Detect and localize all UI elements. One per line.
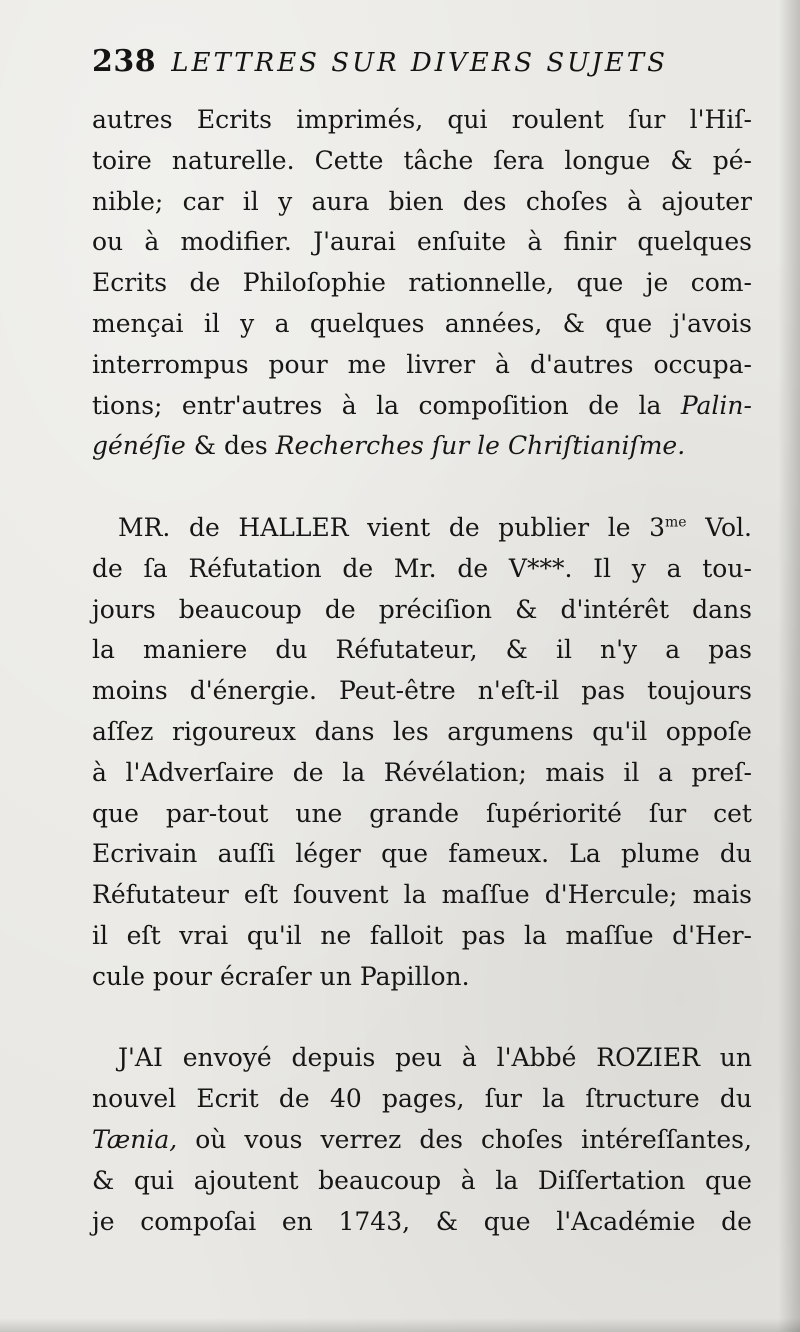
page-shadow-right xyxy=(778,0,800,1332)
word: vrai xyxy=(179,920,229,950)
text-line xyxy=(92,590,752,631)
text-line xyxy=(92,1161,752,1202)
word: beaucoup xyxy=(318,1165,442,1195)
text-line xyxy=(92,222,752,263)
word: Palin- xyxy=(680,390,752,420)
word: & xyxy=(92,1165,115,1195)
word: que xyxy=(576,268,624,298)
word: Réfutateur xyxy=(92,880,229,910)
word: Réfutation xyxy=(188,553,322,583)
text-line xyxy=(92,794,752,835)
word: généſie xyxy=(92,431,186,461)
text-line xyxy=(92,426,752,467)
word: pas xyxy=(708,635,752,665)
word: du xyxy=(719,1084,752,1114)
word: Ecrits xyxy=(196,105,272,134)
text-line xyxy=(92,753,752,794)
word: que xyxy=(92,798,139,828)
text-line xyxy=(92,182,752,223)
word: vient xyxy=(367,512,431,542)
word: mais xyxy=(692,880,752,910)
word: l'Adverſaire xyxy=(125,757,275,787)
page-header xyxy=(92,44,732,88)
text-line xyxy=(92,671,752,712)
word: n'eſt-il xyxy=(477,676,560,706)
word: à xyxy=(341,390,357,420)
word: la xyxy=(495,1165,519,1195)
word: Il xyxy=(593,553,612,583)
word: Chriſtianiſme. xyxy=(507,431,686,461)
word: ſur xyxy=(431,431,470,461)
word: du xyxy=(275,635,308,665)
word: qu'il xyxy=(592,716,648,746)
word: beaucoup xyxy=(178,594,302,624)
word: Réfutateur, xyxy=(335,635,478,665)
word: de xyxy=(448,512,480,542)
word: ajouter xyxy=(661,186,752,216)
word: bien xyxy=(388,186,444,216)
word: toire xyxy=(92,145,152,175)
word: & xyxy=(435,1206,459,1236)
word: ſupériorité xyxy=(485,798,622,828)
word: le xyxy=(607,512,631,542)
word: naturelle. xyxy=(171,145,295,175)
word: aura xyxy=(311,186,370,216)
word: a xyxy=(665,635,681,665)
word: & xyxy=(505,635,528,665)
word: ſtructure xyxy=(585,1084,700,1114)
word: de xyxy=(588,390,620,420)
text-line xyxy=(92,875,752,916)
word: a xyxy=(657,757,673,787)
text-line xyxy=(92,100,752,141)
word: eſt xyxy=(126,920,161,950)
word: Diſſertation xyxy=(537,1165,686,1195)
word: ſera xyxy=(493,145,545,175)
word: Recherches xyxy=(275,431,424,461)
word: par-tout xyxy=(165,798,269,828)
word: Philoſophie xyxy=(242,268,386,298)
word: qui xyxy=(133,1165,175,1195)
word: compoſition xyxy=(418,390,569,420)
word: & xyxy=(670,145,693,175)
word: à xyxy=(92,757,107,787)
word: & xyxy=(193,431,217,461)
word: le xyxy=(477,431,500,461)
page-number: 238 xyxy=(92,44,157,79)
running-head: LETTRES SUR DIVERS SUJETS xyxy=(171,48,668,78)
body-text xyxy=(92,100,752,1242)
word: l'Hiſ- xyxy=(689,105,752,134)
word: que xyxy=(705,1165,752,1195)
word: d'Hercule; xyxy=(544,880,678,910)
word: interrompus xyxy=(92,349,249,379)
word: Ecrivain xyxy=(92,839,198,869)
word: a xyxy=(666,553,682,583)
word: Révélation; xyxy=(383,757,527,787)
word: pas xyxy=(581,676,626,706)
text-line xyxy=(92,141,752,182)
word: auſſi xyxy=(217,839,276,869)
text-line xyxy=(92,712,752,753)
word: à xyxy=(144,227,160,257)
word: de xyxy=(92,553,123,583)
word: Ecrits xyxy=(92,268,168,298)
word: pour xyxy=(268,349,328,379)
word: argumens xyxy=(447,716,574,746)
word: a xyxy=(274,308,290,338)
word: 40 xyxy=(329,1084,362,1114)
word: il xyxy=(203,308,220,338)
word: y xyxy=(240,308,255,338)
word: quelques xyxy=(637,227,752,257)
text-line xyxy=(92,957,752,998)
word: la xyxy=(403,880,427,910)
word: que xyxy=(381,839,428,869)
word: ſouvent xyxy=(293,880,389,910)
word: à xyxy=(627,186,643,216)
word: occupa- xyxy=(653,349,752,379)
word: qu'il xyxy=(246,920,302,950)
word: il xyxy=(242,186,259,216)
word: compoſai xyxy=(140,1206,257,1236)
word: rigoureux xyxy=(171,716,297,746)
word: intéreſſantes, xyxy=(581,1124,752,1154)
word: eſt xyxy=(243,880,279,910)
word: la xyxy=(92,635,115,665)
word: de xyxy=(292,757,324,787)
word: choſes xyxy=(525,186,608,216)
text-line xyxy=(92,508,752,549)
word: ſur xyxy=(484,1084,523,1114)
word: rationnelle, xyxy=(408,268,555,298)
word: pé- xyxy=(712,145,752,175)
word: jours xyxy=(92,594,156,624)
word: les xyxy=(393,716,429,746)
word: MR. xyxy=(118,512,171,542)
text-line xyxy=(92,1079,752,1120)
paragraph-gap xyxy=(92,467,752,508)
word: depuis xyxy=(291,1043,376,1073)
word: nouvel xyxy=(92,1084,177,1114)
word: $3^{me}$ xyxy=(649,512,687,542)
word: quelques xyxy=(309,308,425,338)
word: à xyxy=(461,1043,477,1073)
word: mençai xyxy=(92,308,184,338)
word: mais xyxy=(545,757,605,787)
word: un xyxy=(319,961,352,991)
word: que xyxy=(483,1206,531,1236)
word: y xyxy=(631,553,646,583)
word: grande xyxy=(369,798,460,828)
word: entr'autres xyxy=(181,390,323,420)
word: d'autres xyxy=(529,349,634,379)
text-line xyxy=(92,345,752,386)
word: livrer xyxy=(406,349,476,379)
word: des xyxy=(224,431,268,461)
text-line xyxy=(92,1202,752,1243)
paragraph-gap xyxy=(92,998,752,1039)
word: la xyxy=(542,1084,566,1114)
word: choſes xyxy=(481,1124,564,1154)
word: Tænia, xyxy=(92,1124,178,1154)
word: d'énergie. xyxy=(189,676,317,706)
word: écraſer xyxy=(220,961,312,991)
word: dans xyxy=(692,594,752,624)
word: cule xyxy=(92,961,145,991)
word: préciſion xyxy=(378,594,492,624)
word: Mr. xyxy=(393,553,437,583)
word: il xyxy=(623,757,640,787)
word: la xyxy=(524,920,547,950)
word: années, xyxy=(444,308,543,338)
word: cet xyxy=(713,798,752,828)
text-line xyxy=(92,630,752,671)
word: une xyxy=(295,798,343,828)
word: à xyxy=(527,227,543,257)
word: Peut-être xyxy=(339,676,456,706)
text-line xyxy=(92,304,752,345)
word: ne xyxy=(320,920,352,950)
word: envoyé xyxy=(182,1043,272,1073)
word: maſſue xyxy=(441,880,530,910)
word: plume xyxy=(621,839,700,869)
word: modifier. xyxy=(180,227,292,257)
word: à xyxy=(495,349,510,379)
word: & xyxy=(515,594,538,624)
word: la xyxy=(342,757,366,787)
word: l'Abbé xyxy=(496,1043,577,1073)
word: un xyxy=(719,1043,752,1073)
word: je xyxy=(92,1206,115,1236)
word: ajoutent xyxy=(193,1165,299,1195)
word: V***. xyxy=(508,553,573,583)
word: il xyxy=(92,920,108,950)
word: je xyxy=(645,268,669,298)
text-line xyxy=(92,1120,752,1161)
word: où xyxy=(195,1124,227,1154)
word: enſuite xyxy=(417,227,507,257)
word: de xyxy=(324,594,356,624)
word: y xyxy=(278,186,293,216)
word: de xyxy=(342,553,374,583)
word: J'aurai xyxy=(313,227,396,257)
word: tâche xyxy=(403,145,474,175)
word: falloit xyxy=(369,920,444,950)
word: du xyxy=(719,839,752,869)
word: J'AI xyxy=(118,1043,163,1073)
word: La xyxy=(569,839,601,869)
text-line xyxy=(92,834,752,875)
text-line xyxy=(92,916,752,957)
word: d'Her- xyxy=(672,920,752,950)
word: ou xyxy=(92,227,124,257)
word: dans xyxy=(314,716,375,746)
word: la xyxy=(638,390,662,420)
word: longue xyxy=(564,145,651,175)
word: imprimés, xyxy=(296,105,424,134)
word: verrez xyxy=(320,1124,402,1154)
word: me xyxy=(347,349,387,379)
word: oppoſe xyxy=(665,716,752,746)
text-line xyxy=(92,386,752,427)
word: roulent xyxy=(511,105,604,134)
word: de xyxy=(189,268,221,298)
word: des xyxy=(462,186,507,216)
word: Vol. xyxy=(705,512,752,542)
word: de xyxy=(457,553,489,583)
word: n'y xyxy=(600,635,638,665)
word: ROZIER xyxy=(596,1043,700,1073)
word: tou- xyxy=(702,553,752,583)
word: preſ- xyxy=(691,757,752,787)
text-line xyxy=(92,1038,752,1079)
word: l'Académie xyxy=(556,1206,696,1236)
word: ſur xyxy=(628,105,666,134)
word: com- xyxy=(690,268,752,298)
word: autres xyxy=(92,105,173,134)
word: léger xyxy=(295,839,361,869)
word: tions; xyxy=(92,390,163,420)
word: fameux. xyxy=(448,839,550,869)
word: des xyxy=(419,1124,464,1154)
word: ſur xyxy=(648,798,687,828)
word: de xyxy=(278,1084,310,1114)
word: pas xyxy=(461,920,506,950)
word: d'intérêt xyxy=(560,594,670,624)
word: HALLER xyxy=(238,512,349,542)
word: pages, xyxy=(381,1084,465,1114)
word: en xyxy=(281,1206,313,1236)
word: à xyxy=(460,1165,476,1195)
word: toujours xyxy=(647,676,752,706)
word: pour xyxy=(152,961,213,991)
word: que xyxy=(605,308,653,338)
word: car xyxy=(182,186,224,216)
word: Cette xyxy=(314,145,384,175)
page-shadow-bottom xyxy=(0,1318,800,1332)
word: ſa xyxy=(143,553,168,583)
word: il xyxy=(555,635,572,665)
word: Ecrit xyxy=(196,1084,259,1114)
word: 1743, xyxy=(338,1206,411,1236)
word: aſſez xyxy=(92,716,154,746)
word: peu xyxy=(395,1043,443,1073)
word: la xyxy=(376,390,400,420)
word: finir xyxy=(563,227,617,257)
word: publier xyxy=(498,512,590,542)
word: Papillon. xyxy=(359,961,470,991)
word: nible; xyxy=(92,186,164,216)
word: j'avois xyxy=(672,308,752,338)
word: de xyxy=(188,512,220,542)
word: moins xyxy=(92,676,168,706)
word: qui xyxy=(447,105,488,134)
word: de xyxy=(721,1206,752,1236)
word: maſſue xyxy=(565,920,654,950)
text-line xyxy=(92,263,752,304)
word: & xyxy=(562,308,585,338)
word: maniere xyxy=(142,635,248,665)
word: vous xyxy=(244,1124,303,1154)
text-line xyxy=(92,549,752,590)
